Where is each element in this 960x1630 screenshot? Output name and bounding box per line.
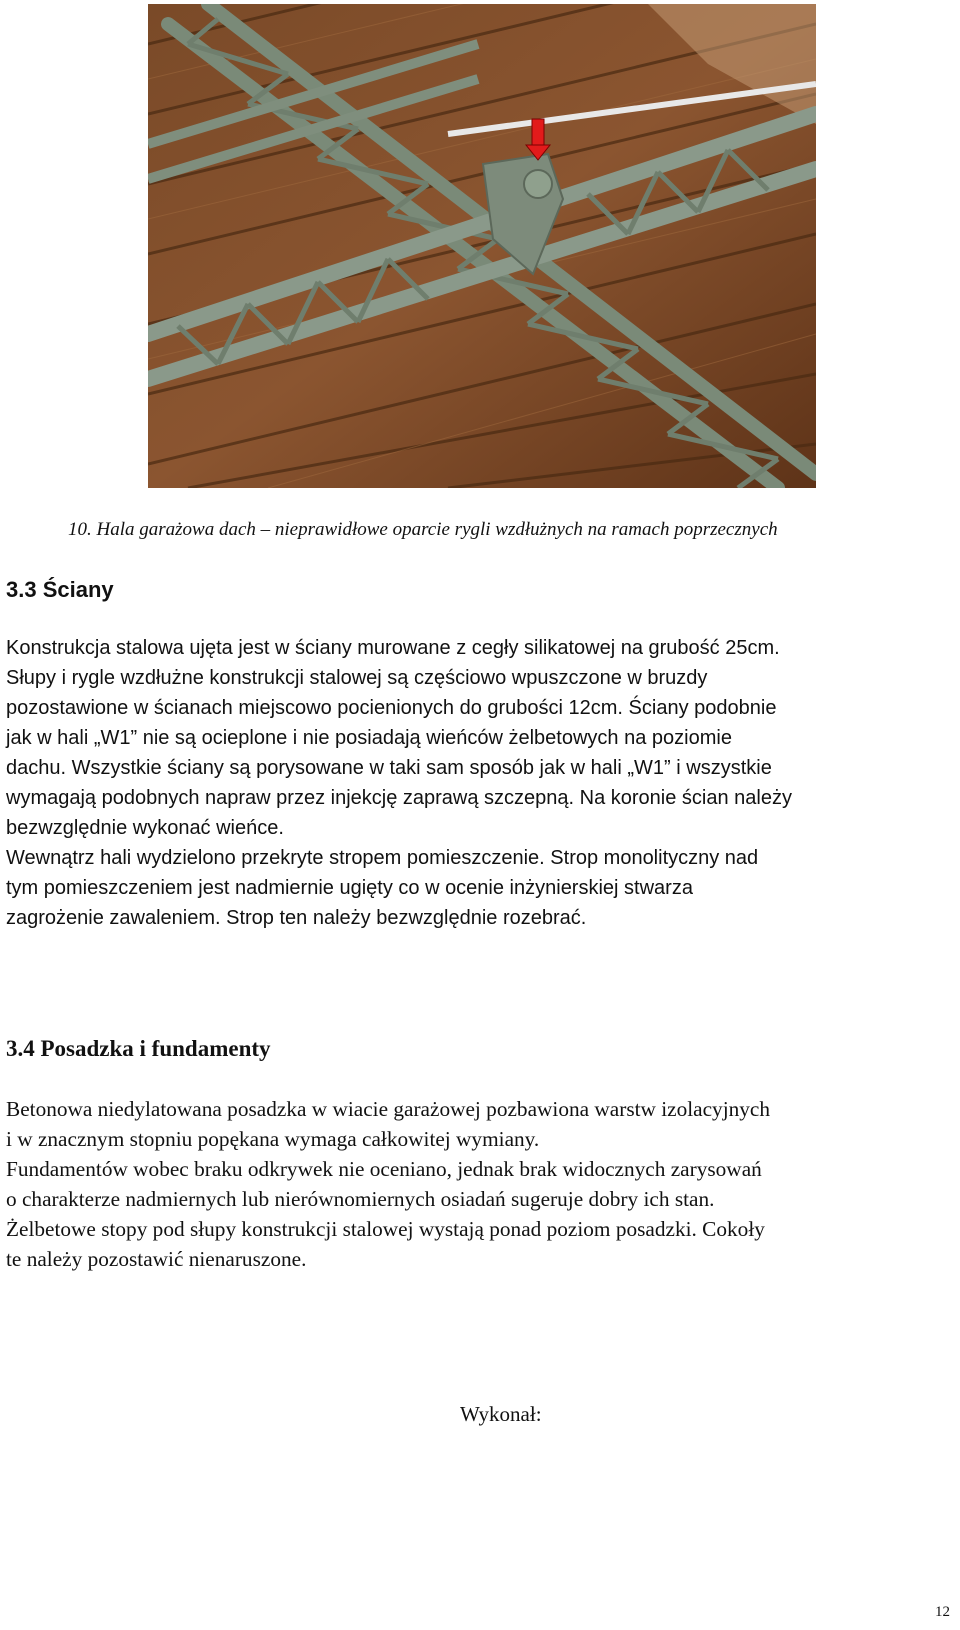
body-line: dachu. Wszystkie ściany są porysowane w taki sam sposób jak w hali „W1” i wszystkie: [6, 757, 772, 779]
body-line: Wewnątrz hali wydzielono przekryte stropem pomieszczenie. Strop monolityczny nad: [6, 847, 759, 869]
body-line: zagrożenie zawaleniem. Strop ten należy bezwzględnie rozebrać.: [6, 907, 587, 929]
body-line: Żelbetowe stopy pod słupy konstrukcji stalowej wystają ponad poziom posadzki. Cokoły: [6, 1217, 765, 1241]
roof-truss-photo: [148, 4, 816, 488]
section-3-3-body: [6, 633, 956, 933]
body-line: Betonowa niedylatowana posadzka w wiacie garażowej pozbawiona warstw izolacyjnych: [6, 1097, 771, 1121]
page-number: 12: [935, 1604, 950, 1620]
body-line: wymagają podobnych napraw przez injekcję zaprawą szczepną. Na koronie ścian należy: [6, 787, 792, 809]
section-heading-3-4: 3.4 Posadzka i fundamenty: [6, 1036, 271, 1061]
body-line: Fundamentów wobec braku odkrywek nie oceniano, jednak brak widocznych zarysowań: [6, 1157, 762, 1181]
body-line: jak w hali „W1” nie są ocieplone i nie posiadają wieńców żelbetowych na poziomie: [6, 727, 732, 749]
body-line: bezwzględnie wykonać wieńce.: [6, 817, 284, 839]
body-line: i w znacznym stopniu popękana wymaga całkowitej wymiany.: [6, 1127, 540, 1151]
truss-illustration: [148, 4, 816, 488]
body-line: tym pomieszczeniem jest nadmiernie ugięty co w ocenie inżynierskiej stwarza: [6, 877, 693, 899]
body-line: o charakterze nadmiernych lub nierównomiernych osiadań sugeruje dobry ich stan.: [6, 1187, 715, 1211]
body-line: Konstrukcja stalowa ujęta jest w ściany murowane z cegły silikatowej na grubość 25cm.: [6, 637, 780, 659]
body-line: Słupy i rygle wzdłużne konstrukcji stalowej są częściowo wpuszczone w bruzdy: [6, 667, 708, 689]
section-3-4-body: [6, 1094, 956, 1274]
figure-caption: 10. Hala garażowa dach – nieprawidłowe oparcie rygli wzdłużnych na ramach poprzecznych: [68, 519, 778, 540]
signature-label: Wykonał:: [460, 1402, 542, 1426]
section-heading-3-3: 3.3 Ściany: [6, 577, 114, 602]
body-line: pozostawione w ścianach miejscowo pocienionych do grubości 12cm. Ściany podobnie: [6, 697, 777, 719]
body-line: te należy pozostawić nienaruszone.: [6, 1247, 307, 1271]
